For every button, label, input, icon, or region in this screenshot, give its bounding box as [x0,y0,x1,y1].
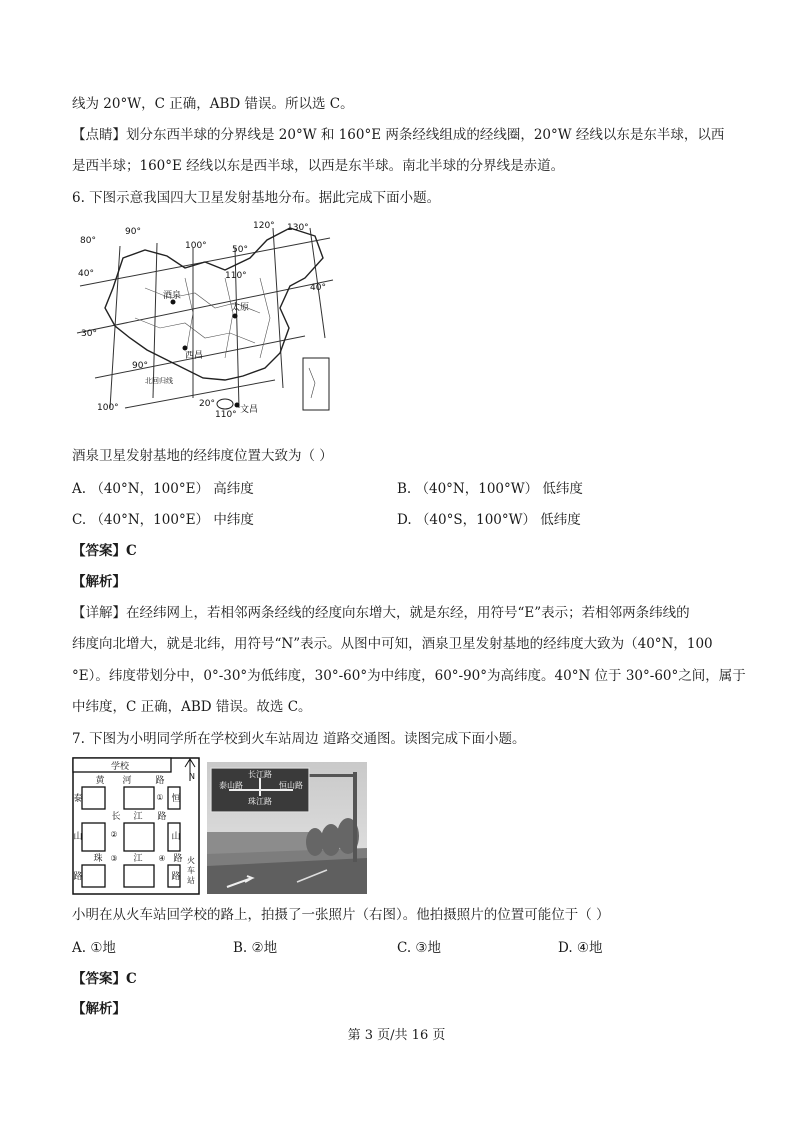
q7-analysis-label: 【解析】 [72,1001,126,1017]
school-label: 学校 [110,762,130,772]
detail-line-3: °E）。纬度带划分中，0°-30°为低纬度，30°-60°为中纬度，60°-90°为高纬度。40°N 位于 30°-60°之间，属于 [72,668,746,684]
sign-middle-road: 珠江路 [248,797,272,806]
wenchang-marker [235,403,240,408]
base-label-jiuquan: 酒泉 [163,291,182,301]
road-text: 路 [171,872,181,882]
lon-label: 90° [125,227,141,237]
sign-top-road: 长江路 [248,770,272,779]
question-7-prompt: 小明在从火车站回学校的路上，拍摄了一张照片（右图）。他拍摄照片的位置可能位于（ ） [72,907,610,923]
detail-line-1: 【详解】在经纬网上，若相邻两条经线的经度向东增大，就是东经，用符号“E”表示；若相邻两条纬线的 [72,605,690,621]
marker-4: ④ [158,854,166,863]
lat-label: 40° [310,283,326,293]
road-text: 路 [155,776,165,786]
detail-line-4: 中纬度，C 正确，ABD 错误。故选 C。 [72,699,312,715]
road-text: 路 [73,872,83,882]
lon-label: 80° [80,236,96,246]
sign-left-road: 泰山路 [219,781,243,790]
road-text: 河 [122,776,132,786]
q7-option-a[interactable]: A. ①地 [72,940,116,956]
lon-label: 90° [132,361,148,371]
station-text: 车 [187,866,195,875]
lon-label: 100° [185,241,207,251]
lat-label: 30° [81,329,97,339]
q7-option-c[interactable]: C. ③地 [397,940,442,956]
north-label: N [189,772,195,781]
lat-label: 50° [232,245,248,255]
lon-label: 120° [253,221,275,231]
road-text: 山 [171,832,181,842]
option-c[interactable]: C. （40°N，100°E） 中纬度 [72,512,254,528]
road-sign-photo [207,762,367,894]
road-text: 恒 [171,794,181,804]
road-text: 江 [133,812,143,822]
text-line-3: 是西半球；160°E 经线以东是西半球，以西是东半球。南北半球的分界线是赤道。 [72,158,565,174]
question-6-title: 6. 下图示意我国四大卫星发射基地分布。据此完成下面小题。 [72,190,441,206]
answer-label: 【答案】C [72,543,137,559]
lat-label: 20° [199,399,215,409]
tropic-label: 北回归线 [145,377,173,385]
road-text: 长 [111,812,121,822]
lat-label: 40° [78,269,94,279]
road-text: 泰 [73,794,83,804]
q7-option-b[interactable]: B. ②地 [233,940,278,956]
lon-label: 110° [215,410,237,418]
marker-2: ② [110,830,118,839]
page-footer: 第 3 页/共 16 页 [347,1028,446,1043]
xichang-marker [183,346,188,351]
lon-label: 100° [97,403,119,413]
taiyuan-marker [233,314,238,319]
road-traffic-map [72,757,200,895]
question-6-prompt: 酒泉卫星发射基地的经纬度位置大致为（ ） [72,448,333,464]
question-7-title: 7. 下图为小明同学所在学校到火车站周边 道路交通图。读图完成下面小题。 [72,731,526,747]
sign-right-road: 恒山路 [279,781,303,790]
base-label-xichang: 西昌 [185,351,204,361]
road-text: 珠 [93,854,103,864]
road-text: 路 [157,812,167,822]
road-text: 江 [133,854,143,864]
base-label-taiyuan: 太原 [231,303,250,313]
option-d[interactable]: D. （40°S，100°W） 低纬度 [397,512,581,528]
marker-3: ③ [110,854,118,863]
option-b[interactable]: B. （40°N，100°W） 低纬度 [397,481,583,497]
lon-label: 130° [287,223,309,233]
lon-label: 110° [225,271,247,281]
station-text: 站 [187,876,195,885]
marker-1: ① [156,793,164,802]
road-text: 黄 [95,776,105,786]
detail-line-2: 纬度向北增大，就是北纬，用符号“N”表示。从图中可知，酒泉卫星发射基地的经纬度大致为（40°N，100 [72,636,713,652]
q7-option-d[interactable]: D. ④地 [558,940,603,956]
base-label-wenchang: 文昌 [240,405,259,415]
q7-answer-label: 【答案】C [72,971,137,987]
china-launch-base-map [75,218,337,418]
road-text: 山 [73,832,83,842]
station-text: 火 [187,856,195,865]
text-line-1: 线为 20°W，C 正确，ABD 错误。所以选 C。 [72,96,354,112]
option-a[interactable]: A. （40°N，100°E） 高纬度 [72,481,254,497]
text-line-2: 【点睛】划分东西半球的分界线是 20°W 和 160°E 两条经线组成的经线圈，20°W 经线以东是东半球，以西 [72,127,725,143]
road-text: 路 [173,854,183,864]
analysis-label: 【解析】 [72,574,126,590]
